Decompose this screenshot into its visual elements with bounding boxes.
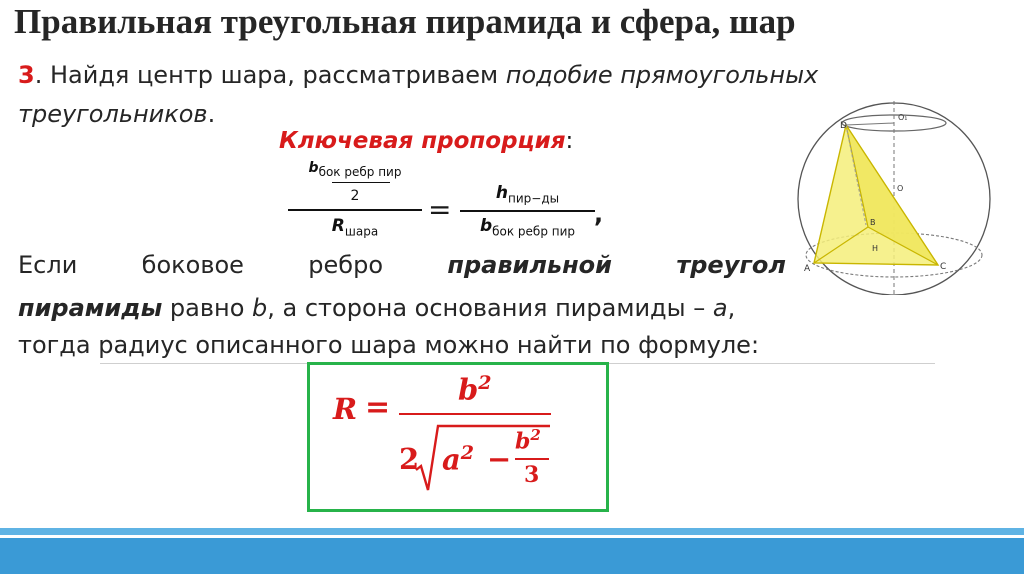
right-num xyxy=(460,183,595,205)
line2-end: , xyxy=(727,294,736,322)
formula-num-exp: 2 xyxy=(478,372,492,394)
word-treugol: треугол xyxy=(676,251,786,279)
line2-part-a: равно xyxy=(162,294,253,322)
right-den xyxy=(460,216,595,238)
label-b: B xyxy=(870,218,876,227)
footer-stripe xyxy=(0,528,1024,535)
right-main-bar xyxy=(460,210,595,212)
formula-r: R xyxy=(333,392,358,426)
word-bokovoe: боковое xyxy=(141,251,244,279)
label-a: A xyxy=(804,264,811,274)
formula-b-exp: 2 xyxy=(530,426,541,444)
step-text-b-end: . xyxy=(207,100,216,128)
step-number: 3 xyxy=(18,61,35,89)
step-text-a: . Найдя центр шара, рассматриваем xyxy=(34,61,506,89)
key-proportion-title xyxy=(279,128,573,154)
formula-inner-den: 3 xyxy=(524,462,540,488)
paragraph-line-2 xyxy=(18,294,735,322)
sphere-pyramid-figure xyxy=(782,95,1008,295)
left-num-b xyxy=(288,160,422,179)
formula-den-coef: 2 xyxy=(399,442,420,476)
left-den-var: R xyxy=(331,216,345,236)
slide-title: Правильная треугольная пирамида и сфера, шар xyxy=(14,2,796,41)
var-b: b xyxy=(252,294,268,322)
step-text-a-italic: подобие прямоугольных xyxy=(505,61,819,89)
step-text-b-italic: треугольников xyxy=(18,100,208,128)
word-pravilnoy: правильной xyxy=(447,251,612,279)
proportion-comma: , xyxy=(594,200,604,228)
formula-a-exp: 2 xyxy=(460,442,475,464)
right-den-var: b xyxy=(479,216,493,236)
formula-lhs xyxy=(333,392,357,426)
line2-part-b: , а сторона основания пирамиды – xyxy=(267,294,713,322)
key-proportion-colon: : xyxy=(565,128,574,154)
proportion-left-fraction xyxy=(288,160,422,240)
word-piramidy: пирамиды xyxy=(18,294,163,322)
formula-inner-num xyxy=(515,426,541,454)
left-inner-bar xyxy=(332,182,390,183)
step-line-2 xyxy=(18,100,215,128)
proportion-equals: = xyxy=(428,193,452,226)
formula-num-b: b xyxy=(458,372,479,407)
left-num-var: b xyxy=(308,160,319,176)
footer-band xyxy=(0,538,1024,574)
label-d: D xyxy=(840,121,847,131)
label-h: H xyxy=(872,244,879,253)
formula-numerator xyxy=(458,372,492,407)
proportion-right-fraction xyxy=(460,183,595,245)
label-o: O xyxy=(897,184,904,193)
paragraph-line-3: тогда радиус описанного шара можно найти по формуле: xyxy=(18,331,760,359)
formula-main-bar xyxy=(399,413,551,415)
left-den xyxy=(288,216,422,238)
word-esli: Если xyxy=(18,251,78,279)
formula-b: b xyxy=(515,428,531,455)
step-line-1 xyxy=(18,61,818,89)
word-rebro: ребро xyxy=(308,251,383,279)
right-num-var: h xyxy=(495,183,508,203)
left-main-bar xyxy=(288,209,422,211)
formula-a: a xyxy=(442,442,461,477)
label-c: C xyxy=(940,262,947,272)
formula-minus: − xyxy=(487,442,512,476)
key-proportion-label: Ключевая пропорция xyxy=(279,128,566,154)
left-den-sub: шара xyxy=(344,224,379,239)
right-den-sub: бок ребр пир xyxy=(492,224,576,239)
formula-eq: = xyxy=(365,390,391,425)
formula-inner-bar xyxy=(515,458,549,460)
paragraph-line-1 xyxy=(18,251,786,279)
formula-den-a xyxy=(442,442,474,477)
label-o1: O₁ xyxy=(898,113,908,122)
right-num-sub: пир−ды xyxy=(508,191,560,206)
var-a: a xyxy=(712,294,728,322)
left-num-den: 2 xyxy=(350,188,360,204)
left-num-sub: бок ребр пир xyxy=(318,164,402,179)
